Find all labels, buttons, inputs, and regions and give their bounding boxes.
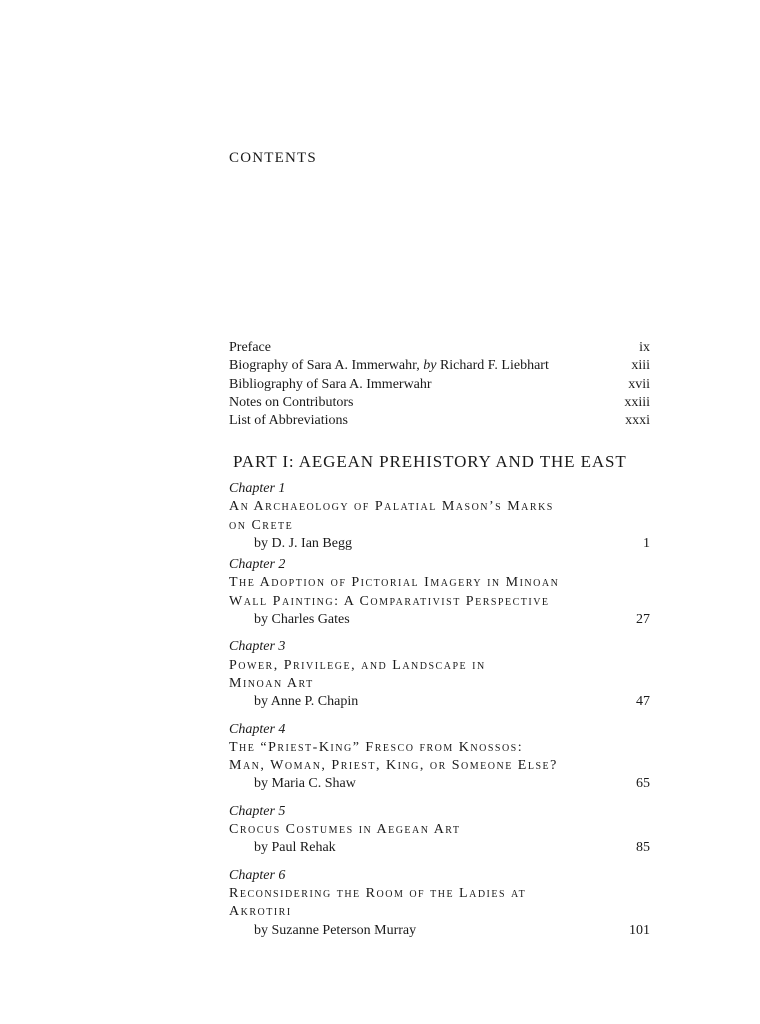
- chapter-author: by D. J. Ian Begg: [254, 535, 352, 551]
- chapter-title: The Adoption of Pictorial Imagery in Minoan: [229, 575, 560, 591]
- chapter-3-entry[interactable]: [229, 638, 650, 711]
- chapter-6-entry[interactable]: [229, 867, 650, 940]
- toc-entry-biography[interactable]: [229, 357, 650, 375]
- entry-title: Preface: [229, 340, 271, 355]
- chapter-list: [229, 480, 650, 940]
- chapter-author: by Charles Gates: [254, 612, 350, 628]
- entry-title: List of Abbreviations: [229, 413, 348, 429]
- entry-page: ix: [639, 340, 650, 355]
- chapter-5-entry[interactable]: [229, 803, 650, 858]
- chapter-title-cont: on Crete: [229, 517, 294, 533]
- entry-title-by: by: [423, 358, 437, 374]
- chapter-page: 65: [636, 776, 650, 792]
- chapter-4-entry[interactable]: [229, 721, 650, 794]
- chapter-label: Chapter 6: [229, 867, 286, 883]
- entry-page: xxxi: [625, 413, 650, 429]
- chapter-label: Chapter 4: [229, 721, 286, 737]
- chapter-label: Chapter 1: [229, 481, 286, 496]
- chapter-title-cont: Man, Woman, Priest, King, or Someone Else?: [229, 758, 558, 774]
- chapter-title: Power, Privilege, and Landscape in: [229, 657, 486, 673]
- chapter-byline-row: [229, 922, 650, 940]
- chapter-title: The “Priest-King” Fresco from Knossos:: [229, 739, 524, 755]
- chapter-page: 27: [636, 612, 650, 628]
- chapter-label: Chapter 3: [229, 639, 286, 655]
- entry-page: xvii: [628, 376, 650, 392]
- toc-entry-bibliography[interactable]: [229, 376, 650, 394]
- chapter-label: Chapter 5: [229, 803, 286, 819]
- chapter-author: by Anne P. Chapin: [254, 694, 359, 710]
- chapter-page: 85: [636, 840, 650, 856]
- entry-title-author: Richard F. Liebhart: [436, 358, 549, 374]
- chapter-byline-row: [229, 535, 650, 553]
- entry-title: Notes on Contributors: [229, 394, 354, 410]
- chapter-author: by Maria C. Shaw: [254, 776, 356, 792]
- toc-entry-preface[interactable]: [229, 339, 650, 357]
- toc-entry-abbreviations[interactable]: [229, 412, 650, 430]
- chapter-title: Reconsidering the Room of the Ladies at: [229, 885, 527, 901]
- chapter-byline-row: [229, 611, 650, 629]
- chapter-page: 47: [636, 694, 650, 710]
- chapter-title-cont: Akrotiri: [229, 904, 292, 920]
- chapter-title-cont: Minoan Art: [229, 675, 314, 691]
- chapter-author: by Suzanne Peterson Murray: [254, 922, 417, 938]
- chapter-1-entry[interactable]: [229, 480, 650, 553]
- entry-title: [229, 357, 549, 375]
- chapter-byline-row: [229, 775, 650, 793]
- entry-page: xiii: [631, 358, 650, 374]
- chapter-byline-row: [229, 839, 650, 857]
- entry-page: xxiii: [624, 394, 650, 410]
- chapter-title: Crocus Costumes in Aegean Art: [229, 822, 461, 838]
- toc-entry-contributors[interactable]: [229, 394, 650, 412]
- entry-title: Bibliography of Sara A. Immerwahr: [229, 376, 432, 392]
- chapter-byline-row: [229, 693, 650, 711]
- page-title: CONTENTS: [229, 150, 317, 166]
- chapter-page: 1: [643, 535, 650, 551]
- chapter-page: 101: [629, 922, 650, 938]
- chapter-title-cont: Wall Painting: A Comparativist Perspective: [229, 593, 550, 609]
- front-matter-list: [229, 339, 650, 430]
- chapter-label: Chapter 2: [229, 557, 286, 573]
- entry-title-main: Biography of Sara A. Immerwahr,: [229, 358, 424, 374]
- chapter-title: An Archaeology of Palatial Mason’s Marks: [229, 499, 554, 515]
- chapter-2-entry[interactable]: [229, 556, 650, 629]
- part-heading: PART I: AEGEAN PREHISTORY AND THE EAST: [233, 452, 627, 471]
- chapter-author: by Paul Rehak: [254, 840, 336, 856]
